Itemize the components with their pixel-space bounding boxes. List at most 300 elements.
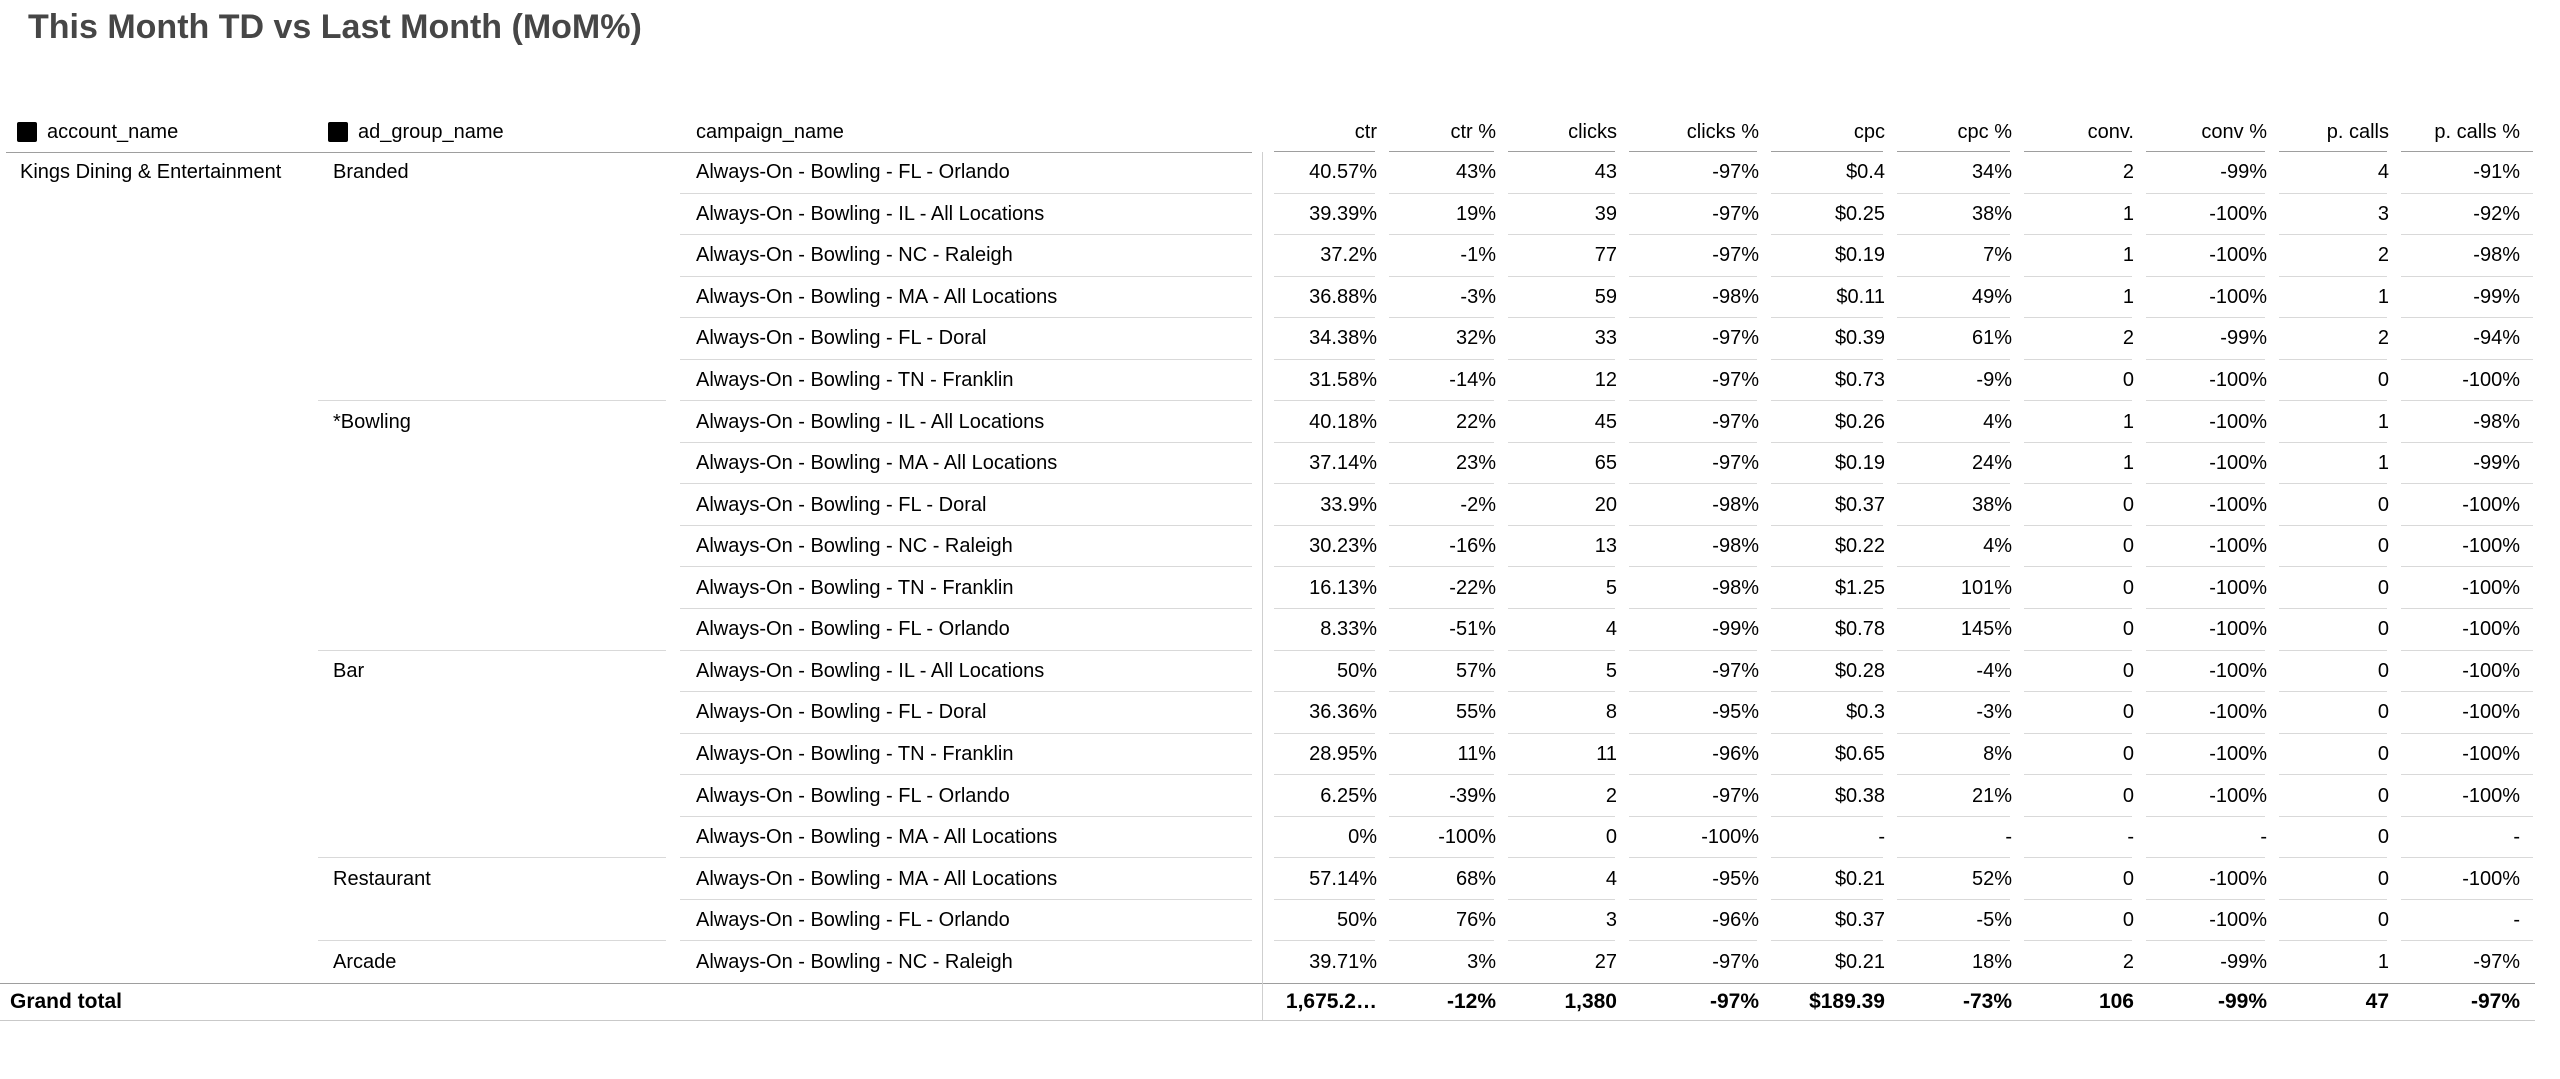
metric-cell-p-calls: 1 [2267, 443, 2389, 485]
mom-table [0, 112, 2535, 1062]
metric-cell-ctr: 37.2% [1262, 235, 1377, 277]
header-cell-account-name[interactable] [0, 112, 316, 152]
metric-cell-ctr-pct: 19% [1377, 194, 1496, 236]
metric-cell-ctr: 36.88% [1262, 277, 1377, 319]
ad-group-cell: Restaurant [333, 867, 431, 890]
metric-cell-clicks: 0 [1496, 817, 1617, 859]
metric-cell-cpc-pct: 4% [1885, 526, 2012, 568]
metric-cell-ctr-pct: 57% [1377, 651, 1496, 693]
metric-cell-clicks-pct: -100% [1617, 817, 1759, 859]
metric-cell-clicks-pct: -98% [1617, 526, 1759, 568]
grand-total-spacer [676, 983, 1262, 1020]
metric-cell-clicks-pct: -97% [1712, 950, 1759, 973]
page-title: This Month TD vs Last Month (MoM%) [28, 8, 642, 46]
metric-cell-ctr-pct: 55% [1377, 692, 1496, 734]
metric-cell-clicks: 8 [1496, 692, 1617, 734]
metric-cell-conv-pct: -100% [2134, 900, 2267, 942]
metric-cell-conv: - [2012, 817, 2134, 859]
metric-cell-p-calls-pct: -98% [2389, 235, 2535, 277]
metric-cell-ctr: 30.23% [1262, 526, 1377, 568]
campaign-cell: Always-On - Bowling - NC - Raleigh [676, 235, 1262, 277]
account-name-cell [0, 651, 316, 693]
metric-cell-clicks: 11 [1496, 734, 1617, 776]
campaign-cell: Always-On - Bowling - FL - Doral [676, 484, 1262, 526]
metric-cell-conv: 0 [2012, 900, 2134, 942]
metric-cell-cpc: $0.38 [1759, 775, 1885, 817]
metric-cell-ctr-pct: -51% [1377, 609, 1496, 651]
table-row [0, 484, 2535, 526]
metric-cell-clicks: 20 [1496, 484, 1617, 526]
metric-cell-clicks-pct: -97% [1617, 318, 1759, 360]
campaign-cell: Always-On - Bowling - MA - All Locations [676, 443, 1262, 485]
table-row [0, 235, 2535, 277]
metric-cell-p-calls: 0 [2267, 526, 2389, 568]
metric-cell-p-calls: 0 [2267, 775, 2389, 817]
metric-cell-conv-pct: -99% [2220, 950, 2267, 973]
metric-cell-clicks: 43 [1496, 152, 1617, 194]
table-row [0, 941, 2535, 983]
account-name-cell [0, 194, 316, 236]
metric-cell-cpc: $0.21 [1759, 858, 1885, 900]
campaign-cell: Always-On - Bowling - TN - Franklin [676, 568, 1262, 610]
metric-cell-clicks-pct: -97% [1617, 775, 1759, 817]
account-name-cell [0, 900, 316, 942]
metric-cell-p-calls-pct: -94% [2389, 318, 2535, 360]
table-row [0, 568, 2535, 610]
metric-cell-cpc-pct: 18% [1971, 950, 2012, 973]
metric-cell-ctr-pct: 32% [1377, 318, 1496, 360]
metric-cell-clicks: 65 [1496, 443, 1617, 485]
metric-cell-p-calls-pct: -100% [2389, 775, 2535, 817]
metric-cell-ctr-pct: 3% [1467, 950, 1496, 973]
metric-cell-ctr: 39.39% [1262, 194, 1377, 236]
metric-cell-ctr: 50% [1262, 900, 1377, 942]
metric-cell-p-calls-pct: -99% [2389, 443, 2535, 485]
table-row [0, 692, 2535, 734]
metric-cell-clicks: 5 [1496, 651, 1617, 693]
metric-cell-cpc-pct: 61% [1885, 318, 2012, 360]
account-name-cell [0, 734, 316, 776]
metric-cell-conv: 2 [2012, 152, 2134, 194]
table-row [0, 401, 2535, 443]
ad-group-cell [316, 443, 676, 485]
metric-cell-ctr-pct: -14% [1377, 360, 1496, 402]
header-cell-ctr[interactable]: ctr [1262, 112, 1377, 152]
metric-cell-cpc-pct: 7% [1885, 235, 2012, 277]
metric-cell-ctr: 6.25% [1262, 775, 1377, 817]
ad-group-cell [316, 318, 676, 360]
account-name-cell [0, 858, 316, 900]
metric-cell-cpc-pct: 52% [1885, 858, 2012, 900]
header-cell-clicks-pct[interactable]: clicks % [1617, 112, 1759, 152]
metric-cell-ctr-pct: -100% [1377, 817, 1496, 859]
metric-cell-clicks-pct: -98% [1617, 568, 1759, 610]
header-cell-p-calls[interactable]: p. calls [2267, 112, 2389, 152]
metric-cell-conv: 0 [2012, 734, 2134, 776]
header-cell-conv-pct[interactable]: conv % [2134, 112, 2267, 152]
metric-cell-ctr: 34.38% [1262, 318, 1377, 360]
metric-cell-ctr: 8.33% [1262, 609, 1377, 651]
campaign-cell: Always-On - Bowling - FL - Doral [676, 692, 1262, 734]
table-row [0, 277, 2535, 319]
metric-cell-cpc: $0.25 [1759, 194, 1885, 236]
metric-cell-conv: 0 [2012, 651, 2134, 693]
metric-cell-conv-pct: -99% [2134, 318, 2267, 360]
metric-cell-clicks: 3 [1496, 900, 1617, 942]
metric-cell-clicks-pct: -97% [1617, 401, 1759, 443]
metric-cell-cpc-pct: -4% [1885, 651, 2012, 693]
metric-cell-clicks-pct: -98% [1617, 484, 1759, 526]
metric-cell-p-calls-pct: -92% [2389, 194, 2535, 236]
ad-group-cell [316, 484, 676, 526]
metric-cell-ctr-pct: -22% [1377, 568, 1496, 610]
metric-cell-p-calls-pct: -91% [2389, 152, 2535, 194]
metric-cell-p-calls: 2 [2267, 318, 2389, 360]
metric-cell-cpc: $0.19 [1759, 443, 1885, 485]
metric-cell-cpc: $0.19 [1759, 235, 1885, 277]
metric-cell-conv: 2 [2012, 318, 2134, 360]
account-name-cell [0, 443, 316, 485]
campaign-cell: Always-On - Bowling - IL - All Locations [676, 194, 1262, 236]
metric-cell-cpc: $0.3 [1759, 692, 1885, 734]
metric-cell-p-calls-pct: -100% [2389, 568, 2535, 610]
metric-cell-p-calls: 0 [2267, 692, 2389, 734]
dimension-square-icon [328, 122, 348, 142]
metric-cell-p-calls: 3 [2267, 194, 2389, 236]
metric-cell-cpc-pct: 145% [1885, 609, 2012, 651]
metric-cell-clicks-pct: -97% [1617, 360, 1759, 402]
metric-cell-cpc: $0.21 [1834, 950, 1885, 973]
metric-cell-conv: 1 [2012, 443, 2134, 485]
metric-cell-conv: 0 [2012, 775, 2134, 817]
metric-cell-ctr-pct: 68% [1377, 858, 1496, 900]
metric-cell-p-calls-pct: -100% [2389, 858, 2535, 900]
grand-total-conv-pct: -99% [2217, 989, 2267, 1013]
header-cell-ad-group-name[interactable] [316, 112, 676, 152]
grand-total-clicks: 1,380 [1564, 989, 1617, 1013]
metric-cell-p-calls: 0 [2267, 568, 2389, 610]
metric-cell-conv: 1 [2012, 277, 2134, 319]
metric-cell-clicks-pct: -97% [1617, 235, 1759, 277]
metric-cell-conv-pct: -100% [2134, 692, 2267, 734]
metric-cell-conv-pct: -100% [2134, 194, 2267, 236]
metric-cell-conv-pct: -100% [2134, 360, 2267, 402]
metric-cell-p-calls-pct: -100% [2389, 360, 2535, 402]
grand-total-row [0, 983, 2535, 1020]
table-divider [0, 1020, 2535, 1021]
header-cell-cpc[interactable]: cpc [1759, 112, 1885, 152]
account-name-cell [0, 817, 316, 859]
metric-cell-cpc: $0.28 [1759, 651, 1885, 693]
campaign-cell: Always-On - Bowling - TN - Franklin [676, 734, 1262, 776]
metric-cell-p-calls-pct: -100% [2389, 734, 2535, 776]
table-row [0, 152, 2535, 194]
dimension-square-icon [17, 122, 37, 142]
grand-total-ctr-pct: -12% [1446, 989, 1496, 1013]
campaign-cell: Always-On - Bowling - MA - All Locations [676, 817, 1262, 859]
ad-group-cell [316, 817, 676, 859]
table-row [0, 443, 2535, 485]
metric-cell-p-calls: 4 [2267, 152, 2389, 194]
account-name-cell [0, 360, 316, 402]
metric-cell-clicks: 4 [1496, 609, 1617, 651]
metric-cell-ctr-pct: 11% [1377, 734, 1496, 776]
campaign-cell: Always-On - Bowling - FL - Orlando [676, 900, 1262, 942]
table-row [0, 194, 2535, 236]
metric-cell-conv-pct: -100% [2134, 609, 2267, 651]
ad-group-cell [316, 609, 676, 651]
metric-cell-conv-pct: -100% [2134, 734, 2267, 776]
metric-cell-cpc: $1.25 [1759, 568, 1885, 610]
metric-cell-cpc: $0.65 [1759, 734, 1885, 776]
metric-cell-conv: 0 [2012, 484, 2134, 526]
metric-cell-p-calls-pct: -97% [2473, 950, 2520, 973]
metric-cell-ctr-pct: 76% [1377, 900, 1496, 942]
metric-cell-conv-pct: -100% [2134, 775, 2267, 817]
metric-cell-p-calls: 0 [2267, 651, 2389, 693]
ad-group-cell [316, 194, 676, 236]
metric-cell-ctr: 0% [1262, 817, 1377, 859]
account-name-cell [0, 609, 316, 651]
campaign-cell: Always-On - Bowling - MA - All Locations [676, 858, 1262, 900]
table-row [0, 609, 2535, 651]
metric-cell-conv: 0 [2012, 692, 2134, 734]
metric-cell-conv: 0 [2012, 609, 2134, 651]
account-name-cell [0, 526, 316, 568]
column-separator-line [1262, 152, 1263, 1020]
metric-cell-clicks: 5 [1496, 568, 1617, 610]
metric-cell-ctr-pct: -3% [1377, 277, 1496, 319]
metric-cell-clicks: 27 [1594, 950, 1617, 973]
metric-cell-p-calls: 2 [2267, 235, 2389, 277]
header-label: campaign_name [696, 120, 844, 143]
header-label: ad_group_name [358, 120, 504, 143]
metric-cell-ctr: 40.18% [1262, 401, 1377, 443]
metric-cell-p-calls: 1 [2267, 277, 2389, 319]
metric-cell-ctr-pct: -39% [1377, 775, 1496, 817]
metric-cell-p-calls: 0 [2267, 858, 2389, 900]
metric-cell-cpc: $0.4 [1759, 152, 1885, 194]
account-name-cell [0, 401, 316, 443]
metric-cell-clicks-pct: -96% [1617, 900, 1759, 942]
metric-cell-clicks-pct: -95% [1617, 858, 1759, 900]
header-cell-conv[interactable]: conv. [2012, 112, 2134, 152]
metric-cell-conv-pct: -100% [2134, 651, 2267, 693]
metric-cell-p-calls: 0 [2267, 817, 2389, 859]
metric-cell-clicks-pct: -97% [1617, 152, 1759, 194]
ad-group-cell [316, 360, 676, 402]
ad-group-cell [316, 692, 676, 734]
metric-cell-ctr-pct: 22% [1377, 401, 1496, 443]
metric-cell-ctr-pct: 43% [1377, 152, 1496, 194]
metric-cell-cpc-pct: 8% [1885, 734, 2012, 776]
grand-total-label: Grand total [10, 989, 123, 1013]
metric-cell-conv-pct: - [2134, 817, 2267, 859]
grand-total-cpc-pct: -73% [1962, 989, 2012, 1013]
table-row [0, 734, 2535, 776]
metric-cell-clicks: 13 [1496, 526, 1617, 568]
metric-cell-conv-pct: -100% [2134, 526, 2267, 568]
metric-cell-ctr: 16.13% [1262, 568, 1377, 610]
metric-cell-cpc-pct: 101% [1885, 568, 2012, 610]
metric-cell-p-calls: 0 [2267, 900, 2389, 942]
header-cell-campaign-name[interactable] [676, 112, 1262, 152]
metric-cell-ctr-pct: 23% [1377, 443, 1496, 485]
metric-cell-conv: 2 [2122, 950, 2134, 973]
metric-cell-cpc-pct: 49% [1885, 277, 2012, 319]
metric-cell-ctr: 33.9% [1262, 484, 1377, 526]
header-cell-clicks[interactable]: clicks [1496, 112, 1617, 152]
metric-cell-cpc: $0.11 [1759, 277, 1885, 319]
metric-cell-cpc-pct: -9% [1885, 360, 2012, 402]
metric-cell-p-calls: 0 [2267, 609, 2389, 651]
table-row [0, 817, 2535, 859]
grand-total-cpc: $189.39 [1809, 989, 1885, 1013]
ad-group-cell: Bar [333, 659, 365, 682]
metric-cell-conv: 0 [2012, 360, 2134, 402]
metric-cell-cpc: $0.73 [1759, 360, 1885, 402]
metric-cell-clicks: 12 [1496, 360, 1617, 402]
ad-group-cell [316, 775, 676, 817]
metric-cell-conv-pct: -99% [2134, 152, 2267, 194]
grand-total-spacer [316, 983, 676, 1020]
ad-group-cell [316, 526, 676, 568]
metric-cell-p-calls-pct: -100% [2389, 526, 2535, 568]
metric-cell-clicks: 39 [1496, 194, 1617, 236]
metric-cell-conv: 0 [2012, 526, 2134, 568]
campaign-cell: Always-On - Bowling - FL - Doral [676, 318, 1262, 360]
metric-cell-conv-pct: -100% [2134, 484, 2267, 526]
table-row [0, 360, 2535, 402]
metric-cell-p-calls-pct: - [2389, 900, 2535, 942]
metric-cell-cpc: $0.39 [1759, 318, 1885, 360]
metric-cell-p-calls-pct: - [2389, 817, 2535, 859]
metric-cell-cpc: $0.37 [1759, 900, 1885, 942]
ad-group-cell: Arcade [333, 950, 397, 973]
metric-cell-cpc-pct: 34% [1885, 152, 2012, 194]
metric-cell-conv-pct: -100% [2134, 235, 2267, 277]
metric-cell-cpc-pct: 24% [1885, 443, 2012, 485]
metric-cell-clicks-pct: -96% [1617, 734, 1759, 776]
metric-cell-conv: 0 [2012, 568, 2134, 610]
grand-total-p-calls: 47 [2365, 989, 2389, 1013]
metric-cell-clicks: 59 [1496, 277, 1617, 319]
ad-group-cell [316, 568, 676, 610]
campaign-cell: Always-On - Bowling - FL - Orlando [676, 609, 1262, 651]
metric-cell-clicks: 77 [1496, 235, 1617, 277]
metric-cell-p-calls: 1 [2377, 950, 2389, 973]
metric-cell-conv: 1 [2012, 235, 2134, 277]
metric-cell-cpc: $0.22 [1759, 526, 1885, 568]
header-cell-cpc-pct[interactable]: cpc % [1885, 112, 2012, 152]
metric-cell-cpc-pct: - [1885, 817, 2012, 859]
account-name-cell [0, 277, 316, 319]
campaign-cell: Always-On - Bowling - FL - Orlando [676, 775, 1262, 817]
account-name-cell [0, 235, 316, 277]
metric-cell-clicks-pct: -97% [1617, 194, 1759, 236]
metric-cell-clicks-pct: -95% [1617, 692, 1759, 734]
metric-cell-ctr-pct: -1% [1377, 235, 1496, 277]
metric-cell-clicks-pct: -98% [1617, 277, 1759, 319]
metric-cell-conv-pct: -100% [2134, 443, 2267, 485]
metric-cell-clicks-pct: -99% [1617, 609, 1759, 651]
header-label: account_name [47, 120, 179, 143]
metric-cell-p-calls: 1 [2267, 401, 2389, 443]
metric-cell-cpc: $0.26 [1759, 401, 1885, 443]
account-name-cell [0, 568, 316, 610]
metric-cell-cpc-pct: 38% [1885, 484, 2012, 526]
campaign-cell: Always-On - Bowling - TN - Franklin [676, 360, 1262, 402]
header-cell-p-calls-pct[interactable]: p. calls % [2389, 112, 2535, 152]
table-row [0, 858, 2535, 900]
metric-cell-ctr: 36.36% [1262, 692, 1377, 734]
metric-cell-ctr-pct: -16% [1377, 526, 1496, 568]
metric-cell-ctr: 40.57% [1262, 152, 1377, 194]
metric-cell-p-calls-pct: -100% [2389, 609, 2535, 651]
ad-group-cell [316, 734, 676, 776]
header-cell-ctr-pct[interactable]: ctr % [1377, 112, 1496, 152]
metric-cell-ctr: 57.14% [1262, 858, 1377, 900]
account-name-cell: Kings Dining & Entertainment [20, 161, 282, 184]
metric-cell-p-calls-pct: -99% [2389, 277, 2535, 319]
metric-cell-conv: 0 [2012, 858, 2134, 900]
table-header-row [0, 112, 2535, 152]
metric-cell-ctr-pct: -2% [1377, 484, 1496, 526]
ad-group-cell: *Bowling [333, 410, 411, 433]
account-name-cell [0, 775, 316, 817]
account-name-cell [0, 941, 316, 983]
metric-cell-cpc-pct: -3% [1885, 692, 2012, 734]
metric-cell-cpc: - [1759, 817, 1885, 859]
metric-cell-p-calls: 0 [2267, 734, 2389, 776]
table-row [0, 526, 2535, 568]
metric-cell-p-calls-pct: -98% [2389, 401, 2535, 443]
account-name-cell [0, 318, 316, 360]
campaign-cell: Always-On - Bowling - FL - Orlando [676, 152, 1262, 194]
metric-cell-conv-pct: -100% [2134, 568, 2267, 610]
metric-cell-cpc: $0.37 [1759, 484, 1885, 526]
metric-cell-clicks-pct: -97% [1617, 443, 1759, 485]
metric-cell-p-calls: 0 [2267, 360, 2389, 402]
table-row [0, 900, 2535, 942]
metric-cell-p-calls: 0 [2267, 484, 2389, 526]
metric-cell-cpc-pct: -5% [1885, 900, 2012, 942]
campaign-cell: Always-On - Bowling - NC - Raleigh [696, 950, 1013, 973]
account-name-cell [0, 484, 316, 526]
metric-cell-conv: 1 [2012, 401, 2134, 443]
metric-cell-ctr: 39.71% [1309, 950, 1377, 973]
campaign-cell: Always-On - Bowling - MA - All Locations [676, 277, 1262, 319]
ad-group-cell: Branded [333, 161, 409, 184]
metric-cell-ctr: 37.14% [1262, 443, 1377, 485]
grand-total-clicks-pct: -97% [1709, 989, 1759, 1013]
metric-cell-cpc-pct: 38% [1885, 194, 2012, 236]
table-row [0, 318, 2535, 360]
table-row [0, 775, 2535, 817]
metric-cell-clicks: 2 [1496, 775, 1617, 817]
metric-cell-clicks: 45 [1496, 401, 1617, 443]
metric-cell-p-calls-pct: -100% [2389, 484, 2535, 526]
metric-cell-p-calls-pct: -100% [2389, 651, 2535, 693]
metric-cell-clicks-pct: -97% [1617, 651, 1759, 693]
metric-cell-cpc-pct: 4% [1885, 401, 2012, 443]
table-row [0, 651, 2535, 693]
ad-group-cell [316, 277, 676, 319]
metric-cell-p-calls-pct: -100% [2389, 692, 2535, 734]
campaign-cell: Always-On - Bowling - NC - Raleigh [676, 526, 1262, 568]
ad-group-cell [316, 235, 676, 277]
metric-cell-clicks: 4 [1496, 858, 1617, 900]
